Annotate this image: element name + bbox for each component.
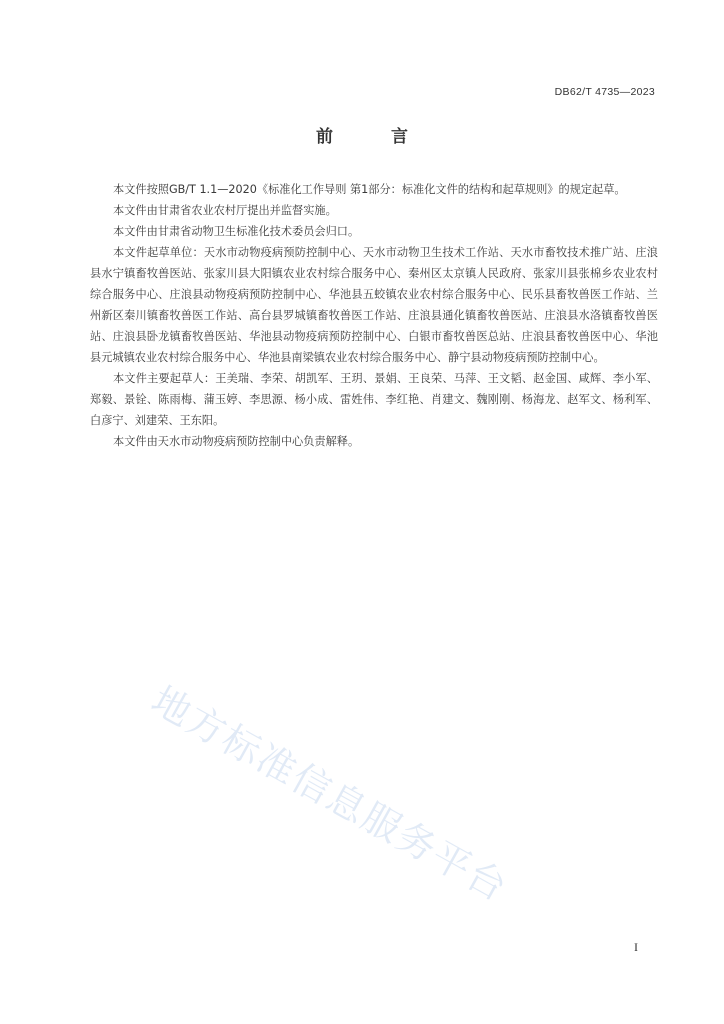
- page-title: 前 言: [316, 127, 434, 147]
- paragraph-drafting-rules: 本文件按照GB/T 1.1—2020《标准化工作导则 第1部分：标准化文件的结构和起草规则》的规定起草。: [113, 183, 626, 196]
- page-number: I: [634, 940, 638, 954]
- watermark-text: 地方标准信息服务平台: [144, 677, 516, 911]
- paragraph-main-drafters: 本文件主要起草人：王美瑞、李荣、胡凯军、王玥、景娟、王良荣、马萍、王文韬、赵金国、咸辉、李小军、郑毅、景铨、陈雨梅、蒲玉婷、李思源、杨小成、雷姓伟、李红艳、肖建文、魏刚刚、杨海龙、赵军文、杨利军、白彦宁、刘建荣、王东阳。: [90, 372, 658, 427]
- paragraph-proposer: 本文件由甘肃省农业农村厅提出并监督实施。: [113, 204, 337, 217]
- standard-code: DB62/T 4735—2023: [554, 86, 655, 98]
- paragraph-interpretation: 本文件由天水市动物疫病预防控制中心负责解释。: [113, 435, 360, 448]
- foreword-body: [90, 179, 658, 452]
- paragraph-committee: 本文件由甘肃省动物卫生标准化技术委员会归口。: [113, 225, 360, 238]
- paragraph-drafting-units: 本文件起草单位：天水市动物疫病预防控制中心、天水市动物卫生技术工作站、天水市畜牧技术推广站、庄浪县水宁镇畜牧兽医站、张家川县大阳镇农业农村综合服务中心、秦州区太京镇人民政府、张家川县张棉乡农业农村综合服务中心、庄浪县动物疫病预防控制中心、华池县五蛟镇农业农村综合服务中心、民乐县畜牧兽医工作站、兰州新区秦川镇畜牧兽医工作站、高台县罗城镇畜牧兽医工作站、庄浪县通化镇畜牧兽医站、庄浪县水洛镇畜牧兽医站、庄浪县卧龙镇畜牧兽医站、华池县动物疫病预防控制中心、白银市畜牧兽医总站、庄浪县畜牧兽医中心、华池县元城镇农业农村综合服务中心、华池县南梁镇农业农村综合服务中心、静宁县动物疫病预防控制中心。: [90, 246, 658, 364]
